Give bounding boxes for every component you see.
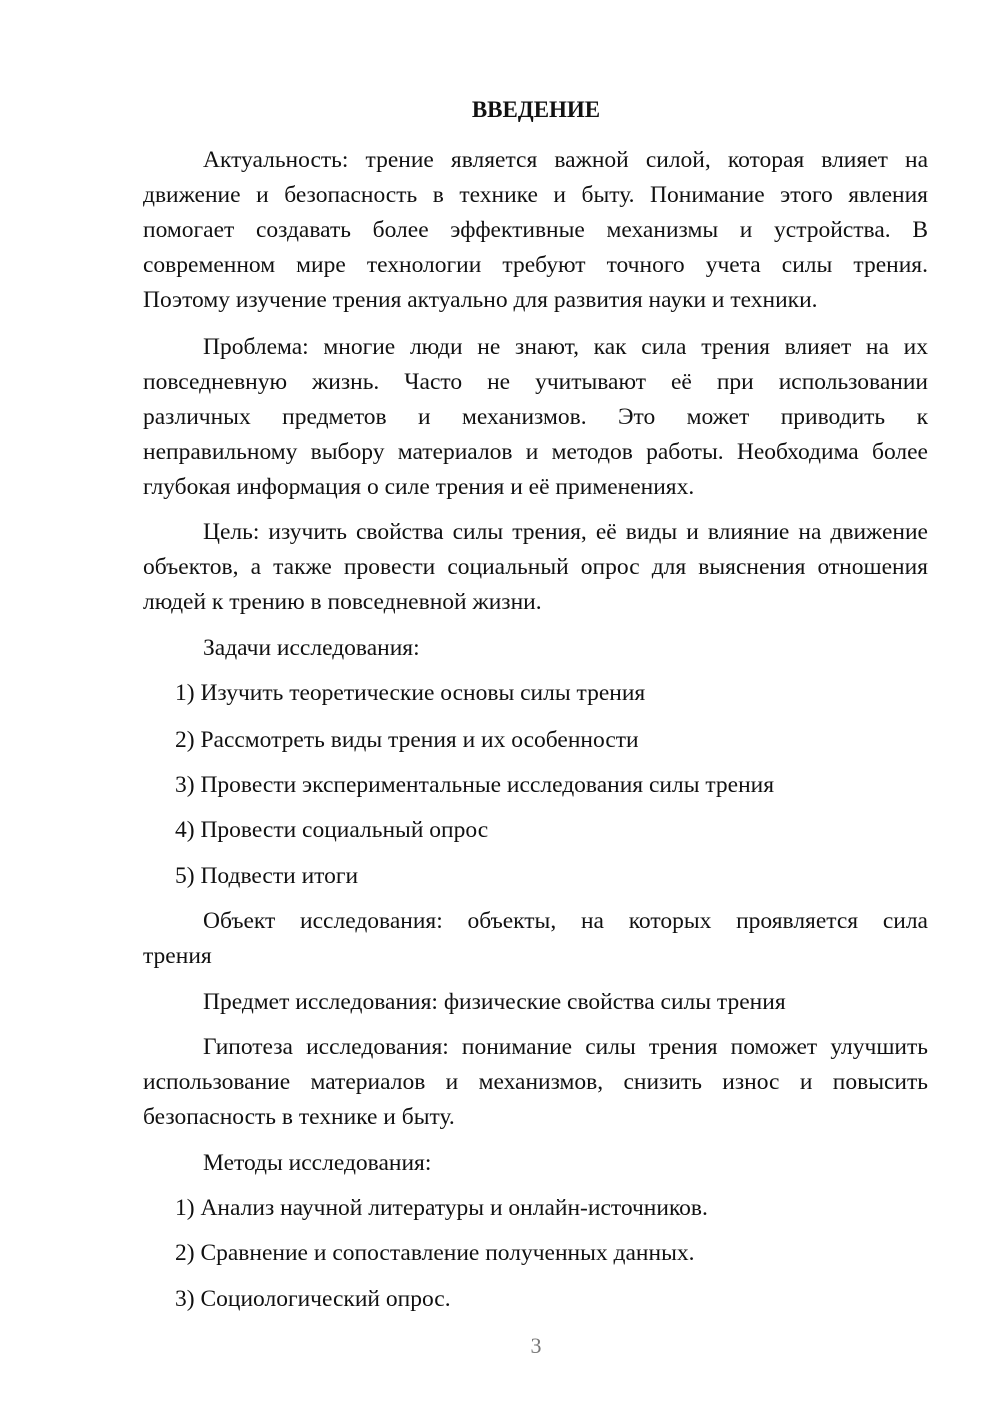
tasks-heading: Задачи исследования:: [203, 635, 420, 661]
text-line: неправильному выбору материалов и методов работы. Необходима более: [143, 439, 928, 465]
subject-paragraph: Предмет исследования: физические свойства силы трения: [203, 989, 786, 1015]
text-line: объектов, а также провести социальный опрос для выяснения отношения: [143, 554, 928, 580]
text-line: Проблема: многие люди не знают, как сила трения влияет на их: [203, 334, 928, 360]
text-line: безопасность в технике и быту.: [143, 1104, 455, 1130]
list-item: 3) Провести экспериментальные исследования силы трения: [175, 772, 775, 798]
text-line: глубокая информация о силе трения и её применениях.: [143, 474, 695, 500]
methods-heading: Методы исследования:: [203, 1150, 432, 1176]
text-line: повседневную жизнь. Часто не учитывают её при использовании: [143, 369, 928, 395]
list-item: 1) Анализ научной литературы и онлайн-источников.: [175, 1195, 708, 1221]
text-line: Цель: изучить свойства силы трения, её виды и влияние на движение: [203, 519, 928, 545]
text-line: Поэтому изучение трения актуально для развития науки и техники.: [143, 287, 818, 313]
page-title: ВВЕДЕНИЕ: [471, 97, 601, 122]
list-item: 3) Социологический опрос.: [175, 1286, 451, 1312]
list-item: 2) Рассмотреть виды трения и их особенности: [175, 727, 639, 753]
list-item: 5) Подвести итоги: [175, 863, 359, 889]
text-line: различных предметов и механизмов. Это может приводить к: [143, 404, 928, 430]
text-line: помогает создавать более эффективные механизмы и устройства. В: [143, 217, 928, 243]
text-line: использование материалов и механизмов, снизить износ и повысить: [143, 1069, 928, 1095]
list-item: 2) Сравнение и сопоставление полученных данных.: [175, 1240, 695, 1266]
text-line: Объект исследования: объекты, на которых проявляется сила: [203, 908, 928, 934]
text-line: людей к трению в повседневной жизни.: [143, 589, 542, 615]
text-line: движение и безопасность в технике и быту. Понимание этого явления: [143, 182, 928, 208]
list-item: 1) Изучить теоретические основы силы трения: [175, 680, 646, 706]
text-line: современном мире технологии требуют точного учета силы трения.: [143, 252, 928, 278]
page-number: 3: [530, 1333, 542, 1358]
list-item: 4) Провести социальный опрос: [175, 817, 489, 843]
text-line: Гипотеза исследования: понимание силы трения поможет улучшить: [203, 1034, 928, 1060]
text-line: Актуальность: трение является важной силой, которая влияет на: [203, 147, 928, 173]
text-line: трения: [143, 943, 212, 969]
